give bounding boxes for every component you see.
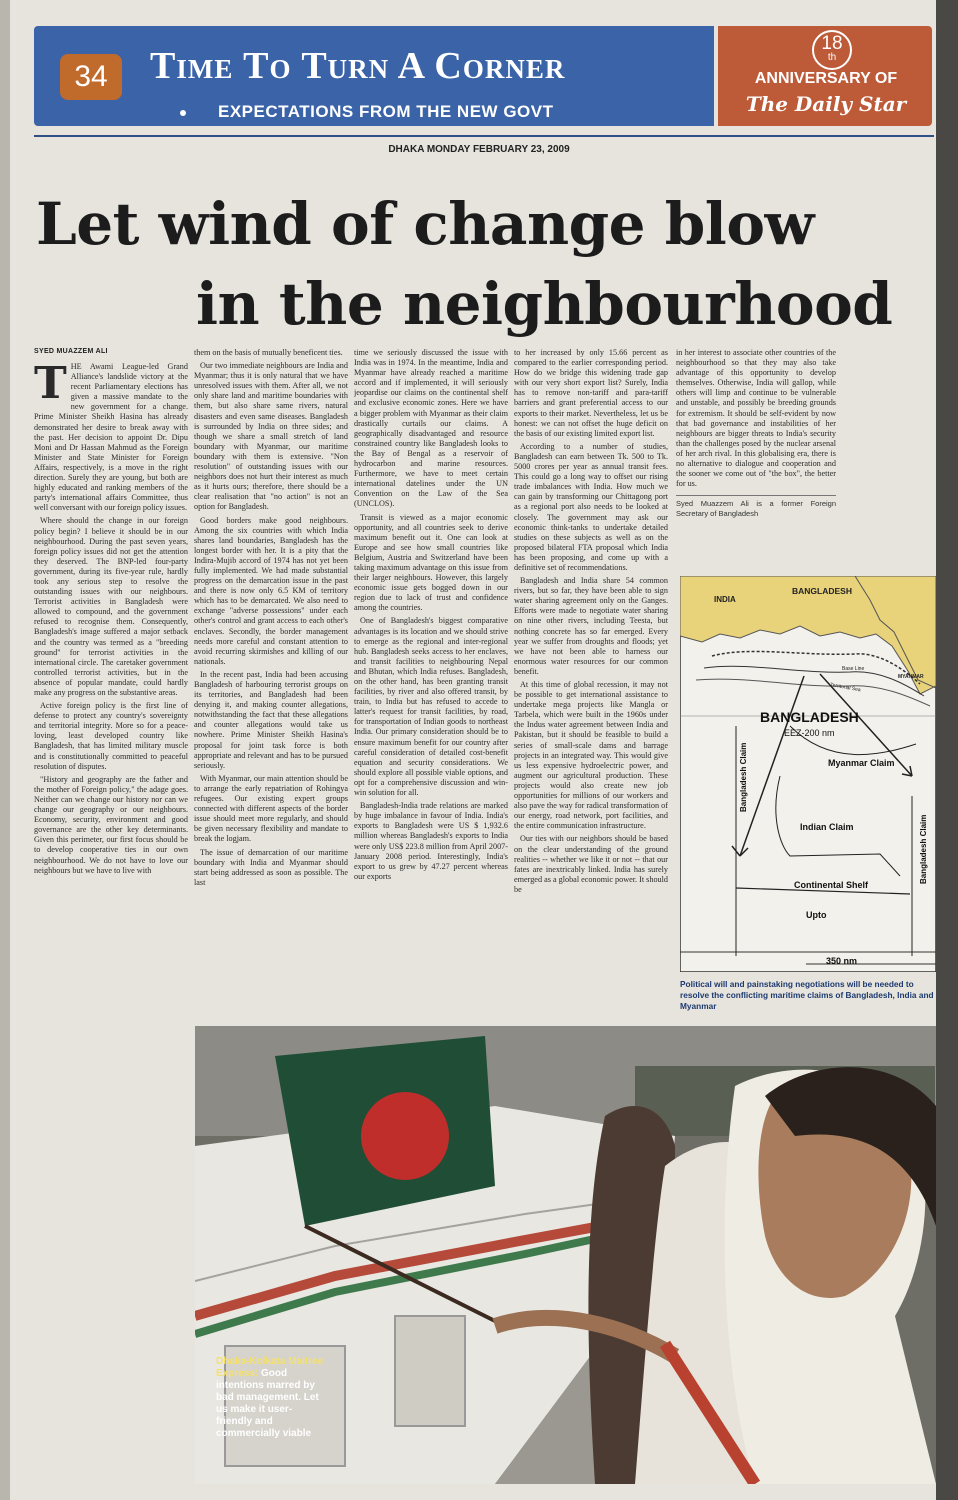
article-column-5 (676, 348, 836, 570)
paragraph: "History and geography are the father and the mother of Foreign policy," the adage goes. Neither can we change our history nor can we change our geography or our neighbours. Economy, security, environment and good governance are the other key determinants. Given this perimeter, our first focus should be to develop cooperative ties in our own neighbourhood. We do not have to love our neighbours but we have to live with (34, 774, 188, 875)
photo-caption-highlight: Dhaka-Kolkata Maitree Express: (216, 1356, 324, 1379)
article-column-3 (354, 348, 508, 1016)
anniversary-number: 18 (821, 33, 843, 54)
map-label-bangladesh-claim-left: Bangladesh Claim (739, 742, 748, 812)
paragraph: One of Bangladesh's biggest comparative advantages is its location and we should strive to emerge as the regional and inter-regional hub. Bangladesh seeks access to her enclaves, and transit facilities to neighbouring Nepal and Bhutan, which India refuses. Bangladesh, on the other hand, has been granting transit facilities, by river and also offered transit, by train, to India but has refused to accede to latter's request for transit facilities, by road, for transportation of Indian goods to northeast India. Our primary consideration should be to ensure maximum benefit for our country after careful consideration of detailed cost-benefit equation and security considerations. We should explore all possible viable options, and opt for a comprehensive discussion and win-win solution for all. (354, 616, 508, 798)
article-column-1 (34, 362, 188, 1024)
paragraph: to her increased by only 15.66 percent as compared to the earlier corresponding period. How do we bridge this widening trade gap with our very short export list? Surely, India has to remove non-tariff and para-tariff barriers and grant preferential access to our exports to their market. Nevertheless, let us be honest: we can not offset the huge deficit on the basis of our existing limited export list. (514, 348, 668, 438)
paragraph: At this time of global recession, it may not be possible to get international assistance to undertake mega projects like Mangla or Tarbela, which were built in the 1960s under the Indus water agreement between India and Pakistan, but it should be feasible to build a series of small-scale dams and barrage projects in an integrated way. This would give us less expensive hydroelectric power, and augment our agricultural production. These projects would also create new job opportunities for millions of our workers and also pave the way for radical transformation of our energy, road network, port facilities, and the entire communication infrastructure. (514, 680, 668, 831)
maritime-claims-map (680, 576, 936, 972)
paragraph: them on the basis of mutually beneficent ties. (194, 348, 343, 357)
dateline: DHAKA MONDAY FEBRUARY 23, 2009 (388, 144, 570, 155)
map-caption: Political will and painstaking negotiations will be needed to resolve the conflicting maritime claims of Bangladesh, India and Myanmar (680, 979, 934, 1011)
paragraph: Our two immediate neighbours are India and Myanmar; thus it is only natural that we have unresolved issues with them. After all, we not only share land and maritime boundaries with them, but also share same rivers, natural disasters and even same diseases. Bangladesh is surrounded by India on three sides; and though we share a small stretch of land boundary with Myanmar, our maritime boundary with them is extensive. "Non resolution" of outstanding issues with our neighbors does not hurt their interest as much as it hurts ours; therefore, there should be a clear realisation that "no action" is not an option for Bangladesh. (194, 361, 348, 512)
paragraph: In the recent past, India had been accusing Bangladesh of harbouring terrorist groups on its territories, and Bangladesh had been denying it, and making counter allegations, notwithstanding the fact that these allegations and counter allegations would take us nowhere. Prime Minister Sheikh Hasina's proposal for joint task force is both appropriate and relevant and has to be pursued seriously. (194, 669, 348, 770)
paper-name-logo: The Daily Star (745, 92, 907, 116)
paragraph: With Myanmar, our main attention should be to arrange the early repatriation of Rohingya refugees. Our existing expert groups connected with different aspects of the border issue should meet more regularly, and should be given necessary flexibility and mandate to break the logjam. (194, 773, 348, 844)
map-label-territorial-sea: Territorial Sea (829, 682, 862, 694)
map-label-indian-claim: Indian Claim (800, 822, 854, 832)
author-note: Syed Muazzem Ali is a former Foreign Secretary of Bangladesh (676, 495, 836, 518)
headline-line-1: Let wind of change blow (36, 190, 814, 258)
section-title: Time To Turn A Corner (150, 45, 566, 87)
paragraph: According to a number of studies, Bangladesh can earn between Tk. 500 to Tk. 5000 crores per year as annual transit fees. This could go a long way to offset our rising trade imbalances with India. How much we can gain by transforming our Chittagong port as a regional port also needs to be looked at closely. The government may ask our economic think-tanks to undertake detailed studies on these subjects as well as on the proposed bilateral FTA proposal which India has been proposing, and come up with a definitive set of recommendations. (514, 441, 668, 572)
paragraph: Bangladesh-India trade relations are marked by huge imbalance in favour of India. India's exports to Bangladesh were US $ 1,932.6 million whereas Bangladesh's exports to India were only US$ 223.8 million from April 2007-January 2008 period. Interestingly, India's export to us grew by 47.27 percent whereas our exports (354, 801, 508, 881)
map-label-base-line: Base Line (842, 666, 865, 672)
dropcap: T (34, 362, 67, 409)
anniversary-label: ANNIVERSARY OF (754, 70, 898, 87)
map-label-eez: EEZ-200 nm (784, 728, 835, 738)
map-label-continental-shelf: Continental Shelf (794, 880, 868, 890)
map-label-bangladesh-top: BANGLADESH (792, 586, 852, 596)
page-shadow-left (0, 0, 10, 1500)
paragraph: Bangladesh and India share 54 common rivers, but so far, they have been able to sign water sharing agreement only on the Ganges. Efforts were made to negotiate water sharing on nine other rivers, including Teesta, but nothing concrete has so far emerged. Every year we suffer from droughts and floods; yet we have not been able to harness our enormous water resources for our common benefit. (514, 576, 668, 676)
bullet-icon (180, 110, 186, 116)
article-column-2 (194, 348, 348, 1016)
paragraph: Transit is viewed as a major economic opportunity, and all countries seek to derive maximum benefit out it. One can look at Europe and see how small countries like Belgium, Austria and Switzerland have been taking maximum advantage on this issue from their larger neighbours. However, this largely economic issue gets bogged down in our region due to lack of trust and confidence among the countries. (354, 512, 508, 613)
article-column-4 (514, 348, 668, 1016)
photo-caption-text: Good intentions marred by bad management. Let us make it user-friendly and commercially viable (216, 1368, 319, 1439)
photo-caption (216, 1356, 326, 1440)
anniversary-badge (812, 30, 852, 70)
byline: SYED MUAZZEM ALI (34, 348, 108, 355)
paragraph: HE Awami League-led Grand Alliance's landslide victory at the recent Parliamentary elections has given a massive mandate to the new government for a change. Prime Minister Sheikh Hasina has already demonstrated her desire to break away with the past. Her decision to appoint Dr. Dipu Moni and Dr Hassan Mahmud as the Foreign Minister and State Minister for Foreign Affairs, respectively, is a move in the right direction. Surely they are young, but both are highly educated and ranking members of the party's international affairs Committee, thus well conversant with our foreign policy issues. (34, 362, 188, 513)
map-label-myanmar-claim: Myanmar Claim (828, 758, 895, 768)
map-label-india: INDIA (714, 595, 736, 604)
anniversary-suffix: th (827, 52, 837, 63)
headline-line-2: in the neighbourhood (196, 270, 893, 338)
map-label-upto: Upto (806, 910, 827, 920)
paragraph: in her interest to associate other countries of the neighbourhood so that they may also take advantage of this opportunity to develop themselves. Otherwise, India will gallop, while others will limp and continue to be vulnerable and unstable, and possibly be breeding grounds for extremism. It should be self-evident by now that bad governance and instabilities of her neighbours are bigger threats to India's security than the challenges posed by the nuclear arsenal of her arch rival. In this globalising era, there is no alternative to dialogue and cooperation and the sooner we come out of "the box", the better for us. (676, 348, 836, 489)
paragraph: The issue of demarcation of our maritime boundary with India and Myanmar should start being addressed as soon as possible. The last (194, 847, 348, 887)
paragraph: Where should the change in our foreign policy begin? I believe it should be in our neighbourhood. During the past seven years, foreign policy issues did not get the attention they deserved. The BNP-led four-party government, during its five-year rule, hardly took any serious step to resolve the outstanding issues with our neighbours. Terrorist activities in Bangladesh were allowed to compound, and the government refused to recognise them. Consequently, Bangladesh's image suffered a major setback and the country was termed as a "breeding ground" for terrorist activities in the international circle. The caretaker government controlled terrorist activities, but in the absence of popular mandate, could hardly make any progress on the substantive areas. (34, 516, 188, 697)
map-label-myanmar: MYANMAR (898, 674, 924, 680)
map-label-bangladesh-claim-right: Bangladesh Claim (919, 814, 928, 884)
map-label-distance: 350 nm (826, 956, 858, 966)
map-label-bangladesh-main: BANGLADESH (760, 709, 859, 725)
paragraph: time we seriously discussed the issue with India was in 1974. In the meantime, India and Myanmar have already reached a maritime accord and if implemented, it will seriously jeopardise our claims on the continental shelf and exclusive economic zones. Here we have a bigger problem with Myanmar as their claim drastically curtails our claims. A geographically disadvantaged and resource constrained country like Bangladesh looks to the Bay of Bengal as a reservoir of hydrocarbon and marine resources. Furthermore, we have to meet certain international datelines under the UN Convention on the Law of the Sea (UNCLOS). (354, 348, 508, 509)
header-rule (34, 135, 934, 137)
paragraph: Good borders make good neighbours. Among the six countries with which India shares land boundaries, Bangladesh has the longest border with her. It is a pity that the Indira-Mujib accord of 1974 has not yet been fully implemented. We had made substantial progress on the demarcation issue in the past and there is now only 6.5 KM of territory which has to be demarcated. We also need to exchange "adverse possessions" under each other's control and grant access to each other's enclaves. Secondly, the border management needs more careful and constant attention to avoid recurring skirmishes and killing of our nationals. (194, 515, 348, 666)
page-shadow-right (936, 0, 958, 1500)
paragraph: Our ties with our neighbors should be based on the clear understanding of the ground realities -- whether we like it or not -- that our fates are inextricably linked. India has surely emerged as a global economic power. It should be (514, 834, 668, 894)
paragraph: Active foreign policy is the first line of defense to protect any country's sovereignty and territorial integrity. More so for a peace-loving, least developed country like Bangladesh, that has limited military muscle and is constitutionally committed to peaceful resolution of disputes. (34, 701, 188, 771)
section-subtitle: EXPECTATIONS FROM THE NEW GOVT (218, 102, 554, 121)
page-number: 34 (60, 54, 122, 100)
